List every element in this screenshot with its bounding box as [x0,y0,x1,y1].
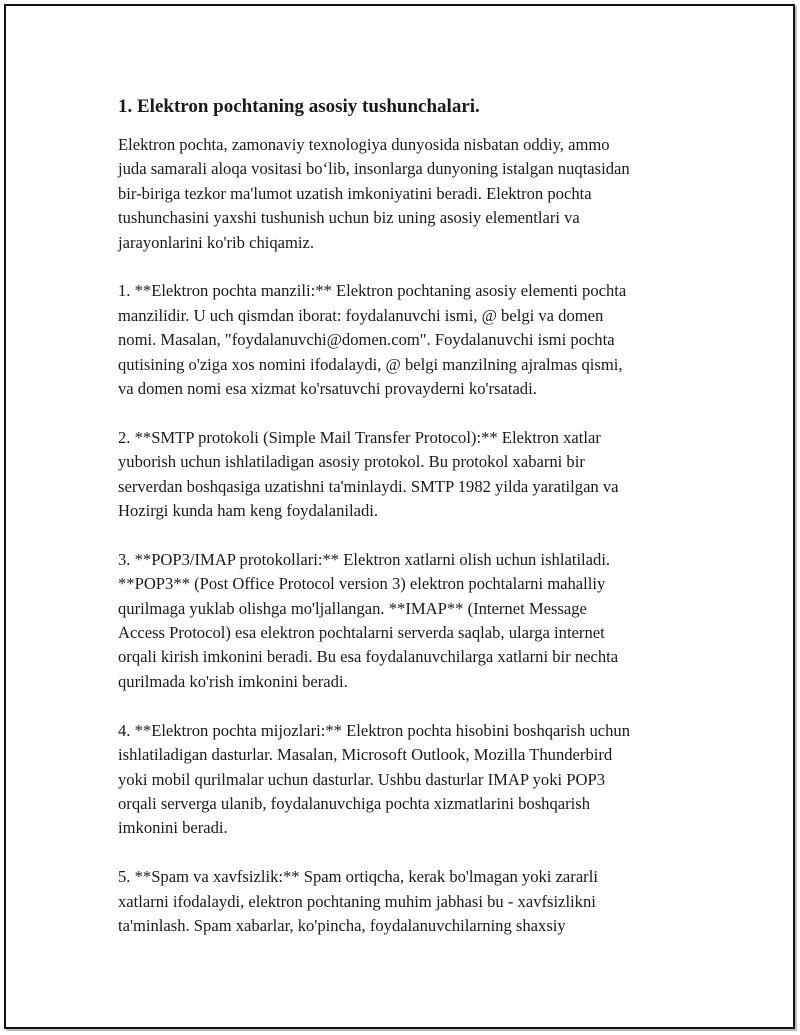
document-body [118,94,718,963]
paragraph-pop3-imap: 3. **POP3/IMAP protokollari:** Elektron xatlarni olish uchun ishlatiladi. **POP3** (Post Office Protocol version 3) elektron pochtalarni mahalliy qurilmaga yuklab olishga mo'ljallangan. **IMAP** (Internet Message Access Protocol) esa elektron pochtalarni serverda saqlab, ularga internet orqali kirish imkonini beradi. Bu esa foydalanuvchilarga xatlarni bir nechta qurilmada ko'rish imkonini beradi. [118,549,619,691]
paragraph-smtp: 2. **SMTP protokoli (Simple Mail Transfer Protocol):** Elektron xatlar yuborish uchun ishlatiladigan asosiy protokol. Bu protokol xabarni bir serverdan boshqasiga uzatishni ta'minlaydi. SMTP 1982 yilda yaratilgan va Hozirgi kunda ham keng foydalaniladi. [118,427,619,521]
intro-paragraph: Elektron pochta, zamonaviy texnologiya dunyosida nisbatan oddiy, ammo juda samarali aloqa vositasi bo‘lib, insonlarga dunyoning istalgan nuqtasidan bir-biriga tezkor ma'lumot uzatish imkoniyatini beradi. Elektron pochta tushunchasini yaxshi tushunish uchun biz uning asosiy elementlari va jarayonlarini ko'rib chiqamiz. [118,135,630,252]
paragraph-email-address: 1. **Elektron pochta manzili:** Elektron pochtaning asosiy elementi pochta manzilidir. U uch qismdan iborat: foydalanuvchi ismi, @ belgi va domen nomi. Masalan, "foydalanuvchi@domen.com". Foydalanuvchi ismi pochta qutisining o'ziga xos nomini ifodalaydi, @ belgi manzilning ajralmas qismi, va domen nomi esa xizmat ko'rsatuvchi provayderni ko'rsatadi. [118,281,627,399]
paragraph-spam-security: 5. **Spam va xavfsizlik:** Spam ortiqcha, kerak bo'lmagan yoki zararli xatlarni ifodalaydi, elektron pochtaning muhim jabhasi bu - xavfsizlikni ta'minlash. Spam xabarlar, ko'pincha, foydalanuvchilarning shaxsiy [118,867,598,935]
section-heading: 1. Elektron pochtaning asosiy tushunchalari. [118,96,480,117]
paragraph-email-clients: 4. **Elektron pochta mijozlari:** Elektron pochta hisobini boshqarish uchun ishlatiladigan dasturlar. Masalan, Microsoft Outlook, Mozilla Thunderbird yoki mobil qurilmalar uchun dasturlar. Ushbu dasturlar IMAP yoki POP3 orqali serverga ulanib, foydalanuvchiga pochta xizmatlarini boshqarish imkonini beradi. [118,720,630,838]
